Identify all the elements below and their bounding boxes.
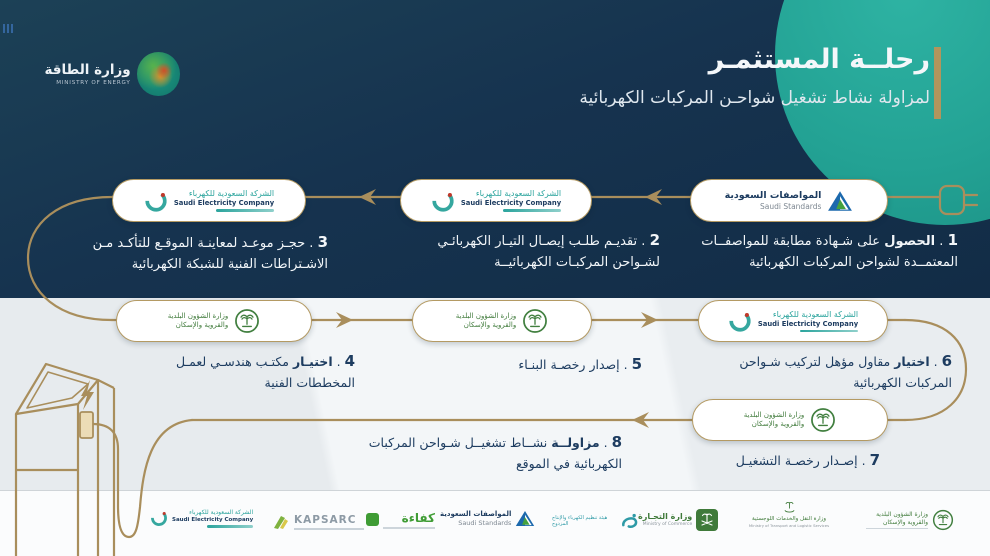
momrah-name-line2: والقروية والإسكان bbox=[751, 420, 805, 428]
step-5-text: 5 . إصدار رخصـة البنـاء bbox=[518, 355, 642, 373]
lightning-bolt-icon bbox=[81, 380, 94, 410]
footer-kapsarc-text: KAPSARC bbox=[294, 514, 357, 527]
sec-swirl-icon bbox=[150, 509, 168, 527]
badge-saudi-standards bbox=[690, 179, 888, 222]
badge-saudi-electricity-company bbox=[698, 300, 888, 342]
footer-momrah-line1: وزارة الشؤون البلدية bbox=[876, 510, 928, 518]
transport-emblem-icon bbox=[782, 500, 797, 515]
footer-logo-transport bbox=[744, 500, 834, 528]
ministry-name-ar: وزارة الطاقة bbox=[44, 62, 131, 78]
sec-name-ar: الشركة السعودية للكهرباء bbox=[188, 189, 275, 199]
ecra-swirl-icon bbox=[620, 511, 640, 531]
badge-momrah bbox=[412, 300, 592, 342]
step-7-text: 7 . إصـدار رخصـة التشغيـل bbox=[735, 451, 880, 469]
momrah-name-line2: والقروية والإسكان bbox=[175, 321, 229, 329]
badge-saudi-electricity-company bbox=[112, 179, 306, 222]
footer-ecra-text: هيئة تنظيم الكهرباء والإنتاج المزدوج bbox=[552, 515, 608, 527]
footer-logo-saso bbox=[440, 510, 535, 528]
charger-socket bbox=[80, 412, 93, 438]
sec-name-ar: الشركة السعودية للكهرباء bbox=[772, 309, 859, 319]
page-title: رحلــة المستثمـر bbox=[708, 44, 930, 75]
sec-swirl-icon bbox=[144, 189, 168, 213]
footer-saso-ar: المواصفات السعودية bbox=[440, 510, 512, 518]
momrah-name-line1: وزارة الشؤون البلدية bbox=[167, 311, 229, 320]
kapsarc-leaf-icon bbox=[272, 514, 290, 530]
momrah-name-line1: وزارة الشؤون البلدية bbox=[743, 410, 805, 419]
badge-momrah bbox=[692, 399, 888, 441]
badge-saudi-electricity-company bbox=[400, 179, 592, 222]
sec-tagline-bar bbox=[800, 330, 858, 333]
step-4-text: 4 . اختيـار مكتـب هندسـي لعمـل المخططات الفنية bbox=[176, 352, 355, 390]
footer-transport-en: Ministry of Transport and Logistic Services bbox=[748, 523, 830, 528]
footer-logo-kapsarc bbox=[272, 514, 364, 530]
step-6-text: 6 . اختيار مقاول مؤهل لتركيب شـواحن المركبات الكهربائية bbox=[739, 352, 952, 390]
ministry-name-en: MINISTRY OF ENERGY bbox=[56, 80, 131, 86]
momrah-name-line2: والقروية والإسكان bbox=[463, 321, 517, 329]
momrah-palm-emblem-icon bbox=[522, 308, 548, 334]
footer-sec-en: Saudi Electricity Company bbox=[172, 516, 254, 523]
saso-triangle-icon bbox=[515, 510, 535, 527]
momrah-subline bbox=[866, 528, 928, 530]
sec-swirl-icon bbox=[728, 309, 752, 333]
sec-tagline-bar bbox=[503, 209, 561, 212]
kafaa-subline bbox=[383, 527, 435, 529]
footer-logo-kafaa bbox=[366, 511, 435, 529]
commerce-emblem-icon bbox=[696, 509, 718, 531]
kafaa-square-icon bbox=[366, 513, 379, 526]
footer-commerce-ar: وزارة التجـارة bbox=[638, 511, 693, 521]
footer-logo-momrah bbox=[866, 509, 954, 531]
saso-name-ar: المواصفات السعودية bbox=[724, 189, 822, 201]
footer-kafaa-text: كفاءة bbox=[401, 511, 435, 525]
momrah-palm-emblem-icon bbox=[932, 509, 954, 531]
badge-momrah bbox=[116, 300, 312, 342]
saso-triangle-icon bbox=[827, 190, 853, 212]
step-1-text: 1 . الحصول على شـهادة مطابقة للمواصفــات المعتمــدة لشواحن المركبات الكهربائية bbox=[701, 231, 958, 270]
saso-name-en: Saudi Standards bbox=[760, 201, 822, 211]
sec-name-en: Saudi Electricity Company bbox=[757, 319, 859, 328]
momrah-palm-emblem-icon bbox=[234, 308, 260, 334]
power-plug-icon bbox=[940, 186, 977, 214]
footer-transport-ar: وزارة النقل والخدمات اللوجستية bbox=[752, 516, 826, 522]
sec-tagline-bar bbox=[216, 209, 274, 212]
momrah-name-line1: وزارة الشؤون البلدية bbox=[455, 311, 517, 320]
step-2-text: 2 . تقديـم طلـب إيصـال التيـار الكهربائـي لشـواحن المركبـات الكهربائيــة bbox=[437, 231, 660, 270]
step-3-text: 3 . حجـز موعـد لمعاينـة الموقـع للتأكـد مـن الاشـتراطات الفنية للشبكة الكهربائية bbox=[92, 233, 328, 272]
footer-momrah-line2: والقروية والإسكان bbox=[883, 518, 928, 526]
page-subtitle: لمزاولة نشاط تشغيل شواحـن المركبات الكهربائية bbox=[579, 88, 930, 108]
sec-swirl-icon bbox=[431, 189, 455, 213]
sec-name-en: Saudi Electricity Company bbox=[173, 199, 275, 208]
sec-name-ar: الشركة السعودية للكهرباء bbox=[475, 189, 562, 199]
momrah-palm-emblem-icon bbox=[810, 407, 836, 433]
ev-charger-illustration bbox=[16, 364, 114, 556]
sec-name-en: Saudi Electricity Company bbox=[460, 199, 562, 208]
footer-saso-en: Saudi Standards bbox=[458, 519, 512, 528]
footer-logo-ecra bbox=[552, 511, 640, 531]
footer-sec-ar: الشركة السعودية للكهرباء bbox=[189, 509, 254, 516]
kapsarc-subline bbox=[294, 528, 364, 530]
sec-tagline-bar bbox=[207, 525, 253, 528]
footer-logo-commerce bbox=[638, 509, 718, 531]
footer-commerce-en: Ministry of Commerce bbox=[642, 522, 693, 528]
footer-logo-sec bbox=[150, 509, 253, 528]
step-8-text: 8 . مزاولــة نشــاط تشغيــل شـواحن المركبات الكهربائية في الموقع bbox=[368, 433, 622, 471]
